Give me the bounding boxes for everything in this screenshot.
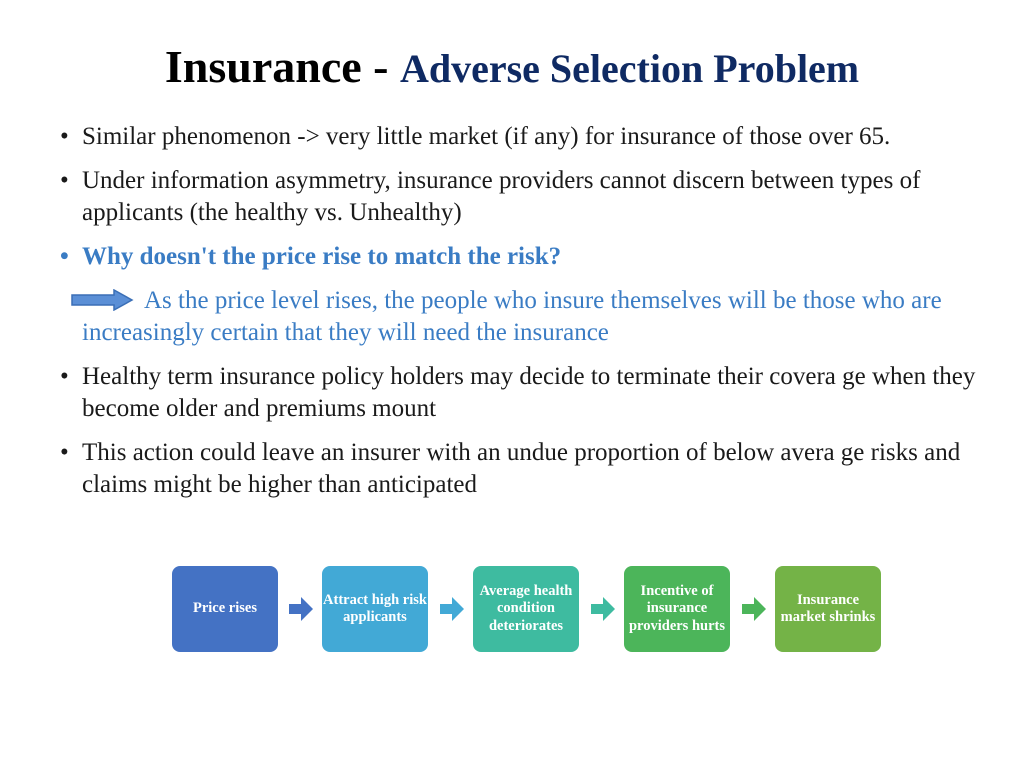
bullet-text: Why doesn't the price rise to match the risk? [82,243,562,270]
right-arrow-icon [591,596,615,622]
flow-step-label: Attract high risk applicants [323,591,427,625]
flow-step-market-shrinks [775,566,881,652]
flow-step-label: Average health condition deteriorates [479,582,573,634]
sub-point [58,285,998,349]
flow-step-label: Price rises [192,600,257,617]
flow-step-incentive-hurts [624,566,730,652]
bullet-item [58,121,998,153]
flow-step-label: Incentive of insurance providers hurts [628,582,725,634]
right-arrow-icon [440,596,464,622]
bullet-text: This action could leave an insurer with an undue proportion of below avera ge risks and claims might be higher than anticipated [82,439,961,498]
title-main: Insurance - [164,41,400,92]
bullet-dot: • [60,167,69,194]
flow-step-label: Insurance market shrinks [780,591,876,625]
bullet-item [58,361,998,425]
bullet-dot: • [60,123,69,150]
sub-point-text: As the price level rises, the people who insure themselves will be those who are increasingly certain that they will need the insurance [82,287,942,346]
flow-step-health-deteriorates [473,566,579,652]
bullet-text: Similar phenomenon -> very little market (if any) for insurance of those over 65. [82,123,891,150]
right-arrow-icon [289,596,313,622]
slide-title [0,40,1024,93]
right-arrow-icon [742,596,766,622]
flow-step-price-rises [172,566,278,652]
bullet-text: Healthy term insurance policy holders may decide to terminate their covera ge when they become older and premiums mount [82,363,976,422]
title-sub: Adverse Selection Problem [399,46,860,91]
bullet-dot: • [60,243,69,270]
flow-step-attract-high-risk [322,566,428,652]
bullet-item-question [58,241,998,273]
bullet-text: Under information asymmetry, insurance providers cannot discern between types of applicants (the healthy vs. Unhealthy) [82,167,921,226]
bullet-list [58,121,998,513]
process-flow [0,566,1024,654]
bullet-dot: • [60,363,69,390]
bullet-item [58,437,998,501]
bullet-dot: • [60,439,69,466]
bullet-item [58,165,998,229]
right-arrow-icon [70,289,134,311]
